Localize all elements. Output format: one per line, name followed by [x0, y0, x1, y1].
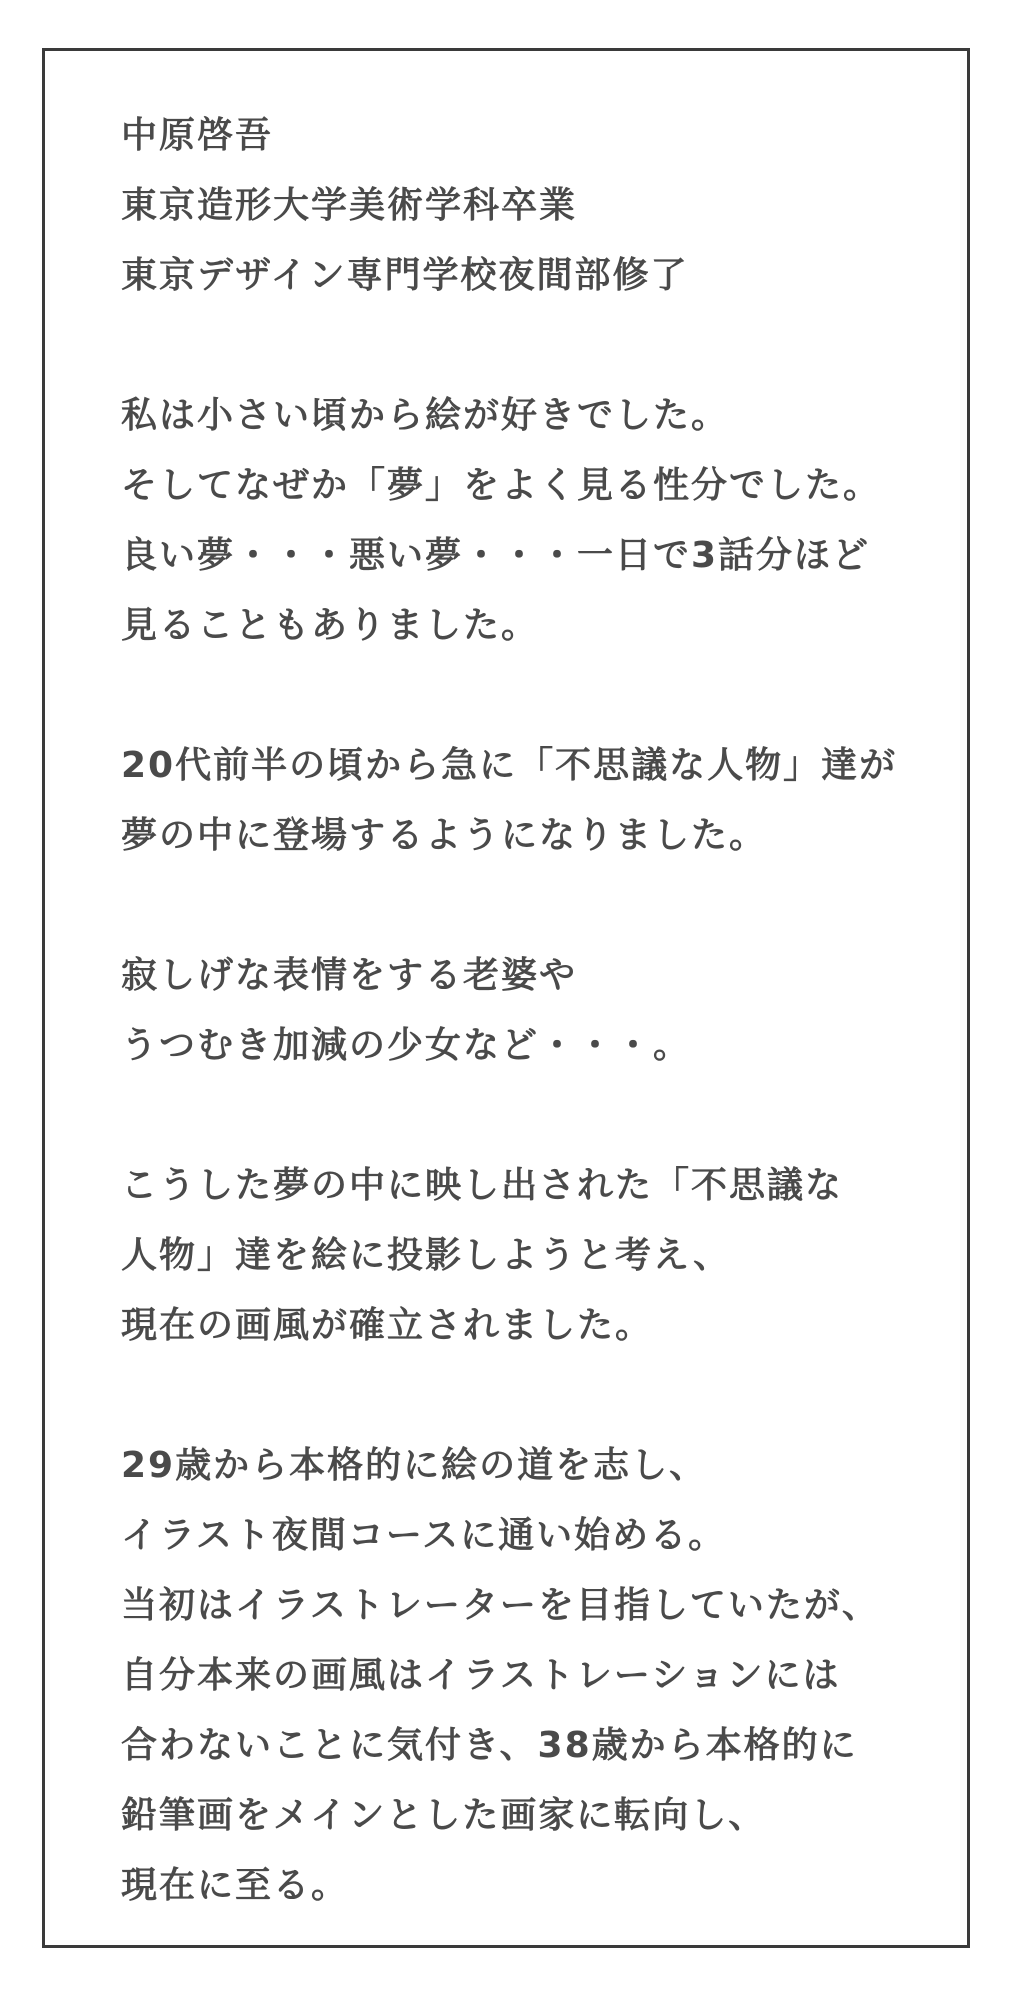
paragraph-line: うつむき加減の少女など・・・。	[121, 1025, 692, 1066]
paragraph-line: 合わないことに気付き、38歳から本格的に	[121, 1725, 858, 1766]
paragraph-line: 29歳から本格的に絵の道を志し、	[121, 1445, 708, 1486]
paragraph-line: 私は小さい頃から絵が好きでした。	[121, 395, 730, 436]
paragraph-line: 当初はイラストレーターを目指していたが、	[121, 1585, 880, 1626]
paragraph-line: イラスト夜間コースに通い始める。	[121, 1515, 727, 1556]
education-line-1: 東京造形大学美術学科卒業	[121, 185, 578, 226]
paragraph-line: 鉛筆画をメインとした画家に転向し、	[121, 1795, 767, 1836]
paragraph-line: 寂しげな表情をする老婆や	[121, 955, 578, 996]
paragraph-career	[121, 1431, 951, 1921]
paragraph-line: 現在の画風が確立されました。	[121, 1305, 654, 1346]
paragraph-mysterious-people	[121, 731, 951, 871]
education-line-2: 東京デザイン専門学校夜間部修了	[121, 255, 689, 296]
paragraph-line: 現在に至る。	[121, 1865, 350, 1906]
artist-name: 中原啓吾	[121, 115, 274, 156]
paragraph-line: そしてなぜか「夢」をよく見る性分でした。	[121, 465, 882, 506]
paragraph-style	[121, 1151, 951, 1361]
paragraph-line: 夢の中に登場するようになりました。	[121, 815, 768, 856]
paragraph-characters	[121, 941, 951, 1081]
profile-content	[121, 101, 951, 1921]
paragraph-line: こうした夢の中に映し出された「不思議な	[121, 1165, 844, 1206]
paragraph-line: 良い夢・・・悪い夢・・・一日で3話分ほど	[121, 535, 871, 576]
paragraph-line: 自分本来の画風はイラストレーションには	[121, 1655, 841, 1696]
paragraph-line: 20代前半の頃から急に「不思議な人物」達が	[121, 745, 898, 786]
profile-header	[121, 101, 951, 311]
paragraph-line: 人物」達を絵に投影しようと考え、	[121, 1235, 732, 1276]
paragraph-childhood	[121, 381, 951, 661]
profile-frame	[42, 48, 970, 1948]
paragraph-line: 見ることもありました。	[121, 605, 540, 646]
